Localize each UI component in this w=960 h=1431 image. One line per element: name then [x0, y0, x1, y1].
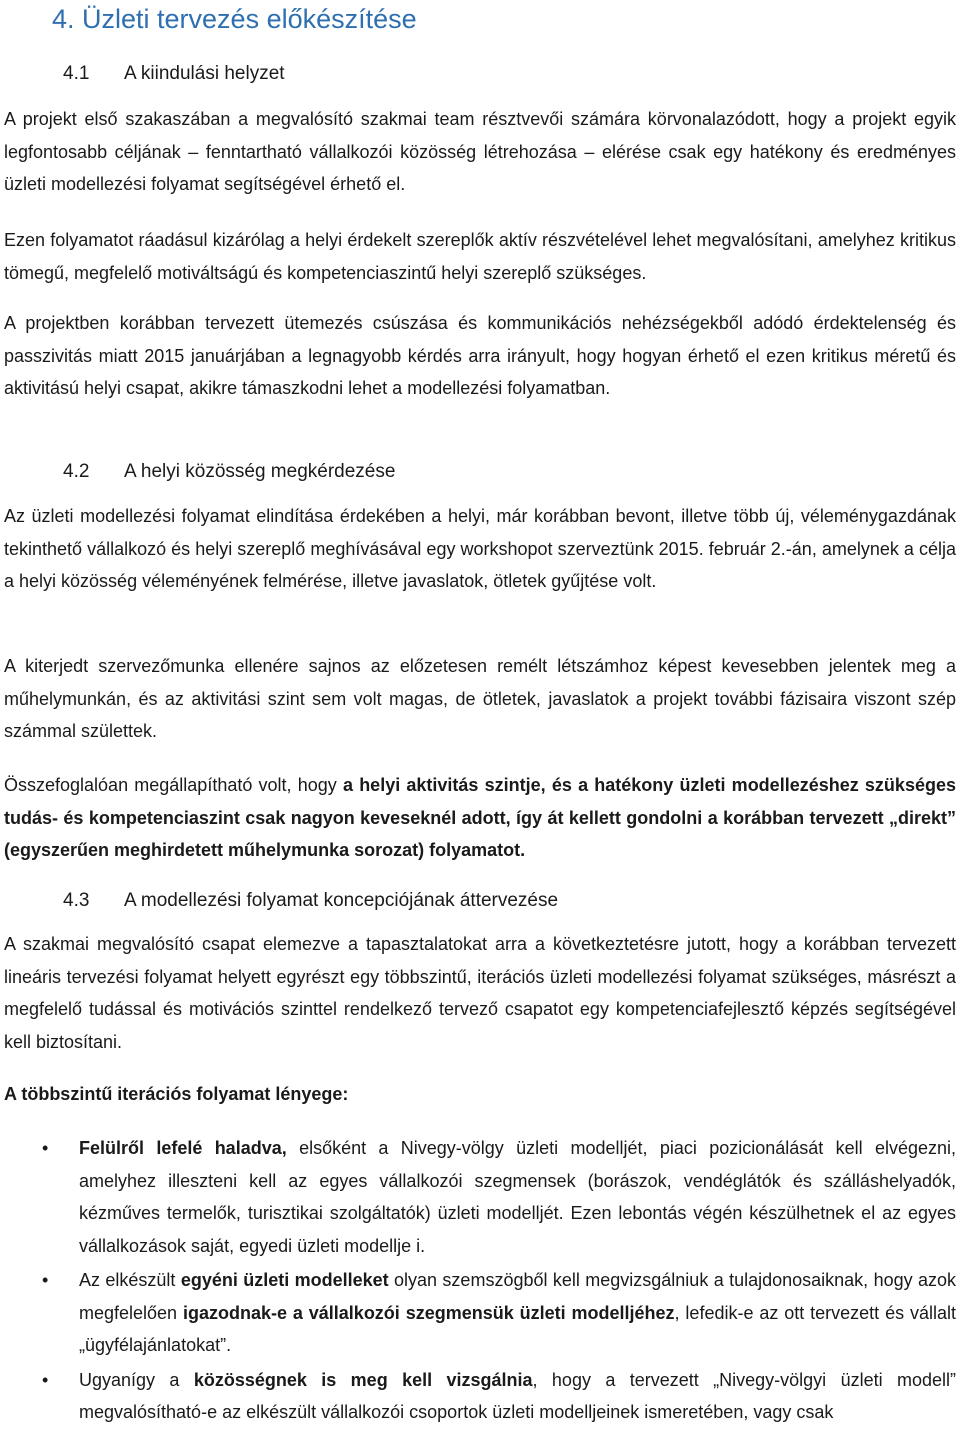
section-number: 4.3: [63, 890, 90, 911]
page-title: 4. Üzleti tervezés előkészítése: [52, 4, 417, 34]
paragraph: A kiterjedt szervezőmunka ellenére sajnos az előzetesen remélt létszámhoz képest kevesebben jelentek meg a műhelymunkán, és az aktivitási szint sem volt magas, de ötletek, javaslatok a projekt további fázisaira viszont szép számmal születtek.: [4, 656, 956, 741]
bullet-list: [4, 1132, 956, 1431]
list-item-bold: Felülről lefelé haladva,: [79, 1138, 287, 1158]
summary-emphasis: a helyi aktivitás szintje, és a hatékony üzleti modellezéshez szükséges tudás- és kompetenciaszint csak nagyon keveseknél adott, így át kellett gondolni a korábban tervezett „direkt” (egyszerűen meghirdetett műhelymunka sorozat) folyamatot.: [4, 775, 956, 860]
bullet-icon: •: [42, 1369, 49, 1390]
list-item-text: elsőként a Nivegy-völgy üzleti modelljét, piaci pozicionálását kell elvégezni, amelyhez illeszteni kell az egyes vállalkozói szegmensek (borászok, vendéglátók és szálláshelyadók, kézműves termelők, turisztikai szolgáltatók) üzleti modelljét. Ezen lebontás végén készülhetnek el az egyes vállalkozások saját, egyedi üzleti modellje i.: [79, 1138, 956, 1256]
paragraph-summary: [4, 769, 956, 867]
section-title: A modellezési folyamat koncepciójának áttervezése: [124, 890, 559, 911]
paragraph: A projektben korábban tervezett ütemezés csúszása és kommunikációs nehézségekből adódó érdektelenség és passzivitás miatt 2015 januárjában a legnagyobb kérdés arra irányult, hogy hogyan érhető el ezen kritikus méretű és aktivitású helyi csapat, akikre támaszkodni lehet a modellezési folyamatban.: [4, 313, 956, 398]
list-item-bold: egyéni üzleti modelleket: [180, 1270, 389, 1290]
paragraph: A projekt első szakaszában a megvalósító szakmai team résztvevői számára körvonalazódott, hogy a projekt egyik legfontosabb céljának – fenntartható vállalkozói közösség létrehozása – elérése csak egy hatékony és eredményes üzleti modellezési folyamat segítségével érhető el.: [4, 109, 956, 194]
list-intro: A többszintű iterációs folyamat lényege:: [4, 1084, 349, 1104]
paragraph: A szakmai megvalósító csapat elemezve a tapasztalatokat arra a következtetésre jutott, hogy a korábban tervezett lineáris tervezési folyamat helyett egyrészt egy többszintű, iterációs üzleti modellezési folyamat szükséges, másrészt a megfelelő tudással és motivációs szinttel rendelkező tervező csapatot egy kompetenciafejlesztő képzés segítségével kell biztosítani.: [4, 934, 956, 1052]
list-item-text: Az elkészült: [79, 1270, 181, 1290]
section-number: 4.1: [63, 63, 90, 84]
list-item: [4, 1132, 956, 1262]
section-title: A helyi közösség megkérdezése: [124, 461, 396, 482]
bullet-icon: •: [42, 1138, 49, 1158]
paragraph: Az üzleti modellezési folyamat elindítása érdekében a helyi, már korábban bevont, illetve több új, véleménygazdának tekinthető vállalkozó és helyi szereplő meghívásával egy workshopot szerveztünk 2015. február 2.-án, amelynek a célja a helyi közösség véleményének felmérése, illetve javaslatok, ötletek gyűjtése volt.: [4, 506, 956, 591]
summary-intro: Összefoglalóan megállapítható volt, hogy: [4, 775, 343, 795]
paragraph: Ezen folyamatot ráadásul kizárólag a helyi érdekelt szereplők aktív részvételével lehet megvalósítani, amelyhez kritikus tömegű, megfelelő motiváltságú és kompetenciaszintű helyi szereplő szükséges.: [4, 230, 956, 283]
list-item-text: , hogy a tervezett „Nivegy-völgyi üzleti modell” megvalósítható-e az elkészült vállalkozói csoportok üzleti modelljeinek ismeretében, vagy csak: [79, 1369, 956, 1422]
list-item-text: olyan szemszögből kell megvizsgálniuk a tulajdonosaiknak, hogy azok megfelelően: [79, 1270, 957, 1323]
list-item-bold: igazodnak-e a vállalkozói szegmensük üzleti modelljéhez: [182, 1302, 675, 1323]
list-item: [4, 1364, 956, 1429]
list-item-text: Ugyanígy a: [79, 1369, 194, 1390]
section-title: A kiindulási helyzet: [124, 63, 285, 84]
list-item-bold: közösségnek is meg kell vizsgálnia: [193, 1369, 533, 1390]
list-item-text: , lefedik-e az ott tervezett és vállalt „ügyfélajánlatokat”.: [79, 1302, 956, 1355]
list-item: [4, 1264, 956, 1362]
bullet-icon: •: [42, 1270, 49, 1290]
section-number: 4.2: [63, 461, 90, 482]
